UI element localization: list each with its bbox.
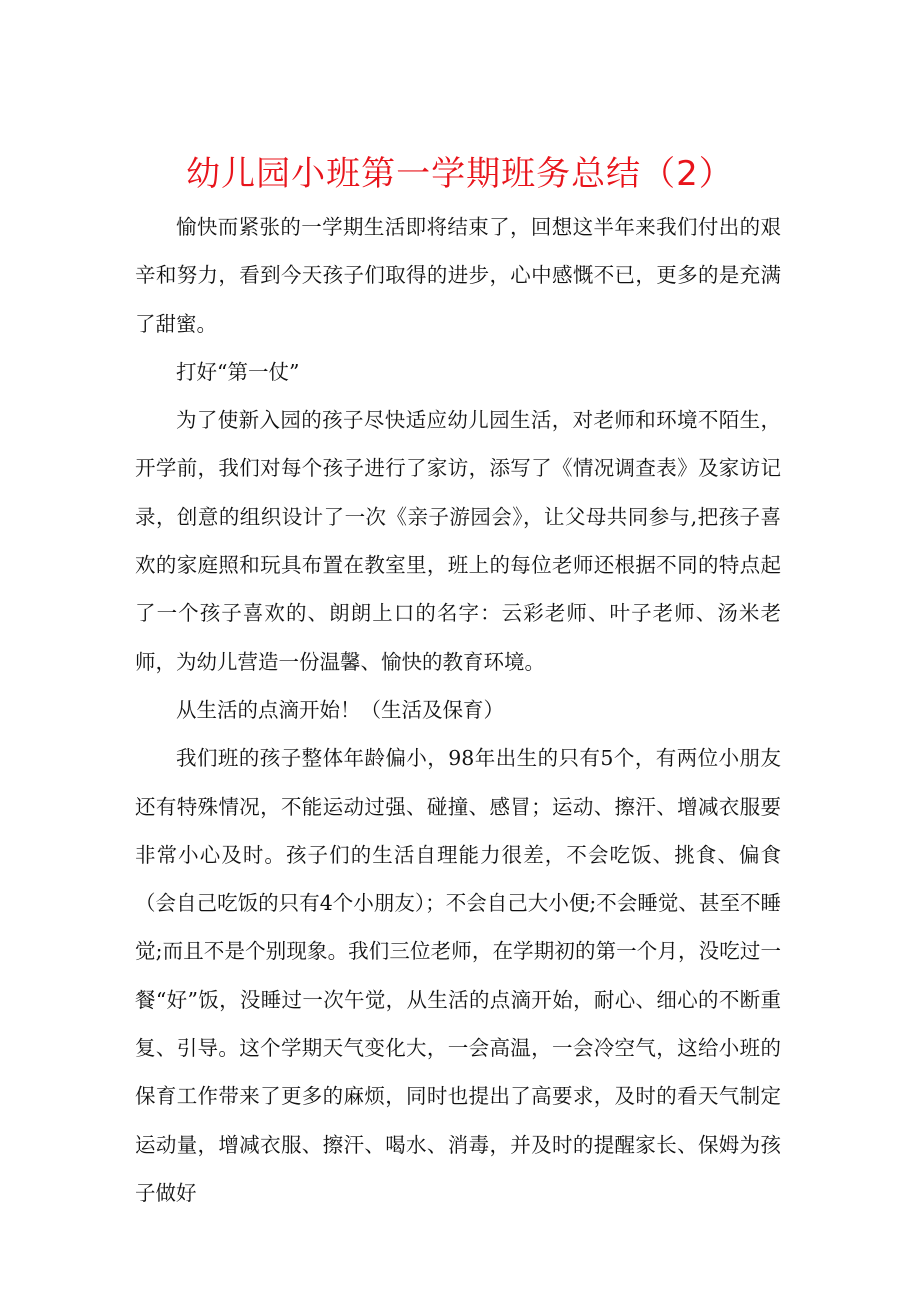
orientation-paragraph: 为了使新入园的孩子尽快适应幼儿园生活，对老师和环境不陌生，开学前，我们对每个孩子进行了家访，添写了《情况调查表》及家访记录，创意的组织设计了一次《亲子游园会》，让父母共同参与,把孩子喜欢的家庭照和玩具布置在教室里，班上的每位老师还根据不同的特点起了一个孩子喜欢的、朗朗上口的名字：云彩老师、叶子老师、汤米老师，为幼儿营造一份温馨、愉快的教育环境。 [135,408,781,674]
section-heading-daily-life: 从生活的点滴开始！（生活及保育） [176,697,504,722]
document-title: 幼儿园小班第一学期班务总结（2） [186,153,734,194]
document-body [135,203,781,1217]
section-heading-first-battle: 打好“第一仗” [176,359,300,384]
daily-life-paragraph: 我们班的孩子整体年龄偏小，98年出生的只有5个，有两位小朋友还有特殊情况，不能运动过强、碰撞、感冒；运动、擦汗、增减衣服要非常小心及时。孩子们的生活自理能力很差，不会吃饭、挑食、偏食（会自己吃饭的只有4个小朋友）；不会自己大小便;不会睡觉、甚至不睡觉;而且不是个别现象。我们三位老师，在学期初的第一个月，没吃过一餐“好”饭，没睡过一次午觉，从生活的点滴开始，耐心、细心的不断重复、引导。这个学期天气变化大，一会高温，一会冷空气，这给小班的保育工作带来了更多的麻烦，同时也提出了高要求，及时的看天气制定运动量，增减衣服、擦汗、喝水、消毒，并及时的提醒家长、保姆为孩子做好 [135,746,781,1205]
intro-paragraph: 愉快而紧张的一学期生活即将结束了，回想这半年来我们付出的艰辛和努力，看到今天孩子们取得的进步，心中感慨不已，更多的是充满了甜蜜。 [135,215,781,336]
